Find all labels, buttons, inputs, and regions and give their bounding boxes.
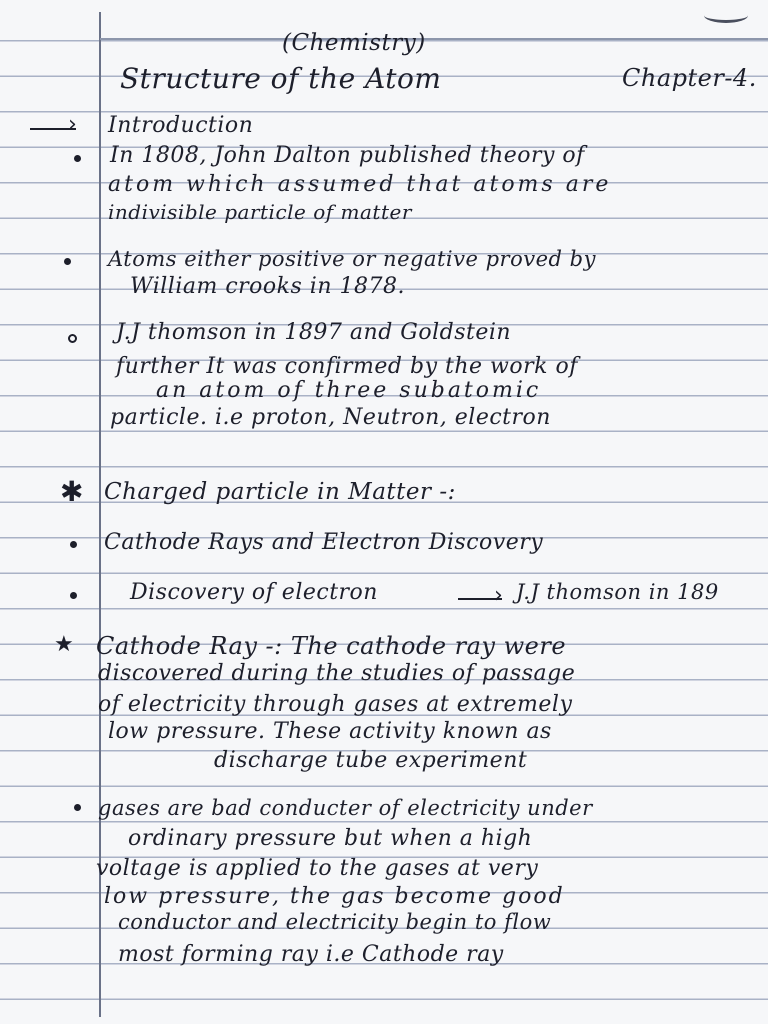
dalton-line-1: In 1808, John Dalton published theory of xyxy=(110,143,585,168)
discovery-arrow-head: › xyxy=(494,583,503,608)
chapter-label: Chapter-4. xyxy=(622,64,757,92)
gases-line-2: ordinary pressure but when a high xyxy=(128,826,533,851)
cathode-ray-line-3: of electricity through gases at extremely xyxy=(98,692,573,717)
gases-line-1: gases are bad conducter of electricity under xyxy=(98,796,593,820)
bullet-hollow xyxy=(68,334,77,343)
corner-mark xyxy=(704,8,748,23)
bullet xyxy=(74,804,81,811)
cathode-ray-line-5: discharge tube experiment xyxy=(214,748,528,773)
thomson-line-2: further It was confirmed by the work of xyxy=(116,354,578,379)
star-icon: ★ xyxy=(54,632,74,657)
page-title: Structure of the Atom xyxy=(120,62,442,95)
thomson-line-1: J.J thomson in 1897 and Goldstein xyxy=(116,320,512,345)
electron-discovery-by: J.J thomson in 189 xyxy=(516,580,719,604)
thomson-line-3: an atom of three subatomic xyxy=(156,378,542,403)
dalton-line-2: atom which assumed that atoms are xyxy=(108,172,612,197)
cathode-ray-line-1: Cathode Ray -: The cathode ray were xyxy=(96,632,567,660)
gases-line-3: voltage is applied to the gases at very xyxy=(96,856,539,881)
charged-heading: Charged particle in Matter -: xyxy=(104,479,456,505)
top-rule xyxy=(100,38,768,40)
cathode-ray-line-4: low pressure. These activity known as xyxy=(108,719,552,744)
bullet xyxy=(70,541,77,548)
intro-heading: Introduction xyxy=(108,113,254,138)
gases-line-6: most forming ray i.e Cathode ray xyxy=(118,942,504,967)
crookes-line-1: Atoms either positive or negative proved by xyxy=(108,247,596,271)
cathode-ray-line-2: discovered during the studies of passage xyxy=(98,661,576,686)
subject-title: (Chemistry) xyxy=(282,30,426,56)
gases-line-4: low pressure, the gas become good xyxy=(104,884,565,909)
asterisk-icon: ✱ xyxy=(60,475,84,508)
dalton-line-3: indivisible particle of matter xyxy=(108,200,412,224)
thomson-line-4: particle. i.e proton, Neutron, electron xyxy=(110,405,551,430)
cathode-discovery-line: Cathode Rays and Electron Discovery xyxy=(104,530,544,555)
bullet xyxy=(70,592,77,599)
crookes-line-2: William crooks in 1878. xyxy=(130,274,405,299)
gases-line-5: conductor and electricity begin to flow xyxy=(118,910,552,934)
electron-discovery-line: Discovery of electron xyxy=(130,580,378,605)
intro-arrow-head: › xyxy=(68,112,77,137)
bullet xyxy=(64,258,71,265)
bullet xyxy=(74,155,81,162)
